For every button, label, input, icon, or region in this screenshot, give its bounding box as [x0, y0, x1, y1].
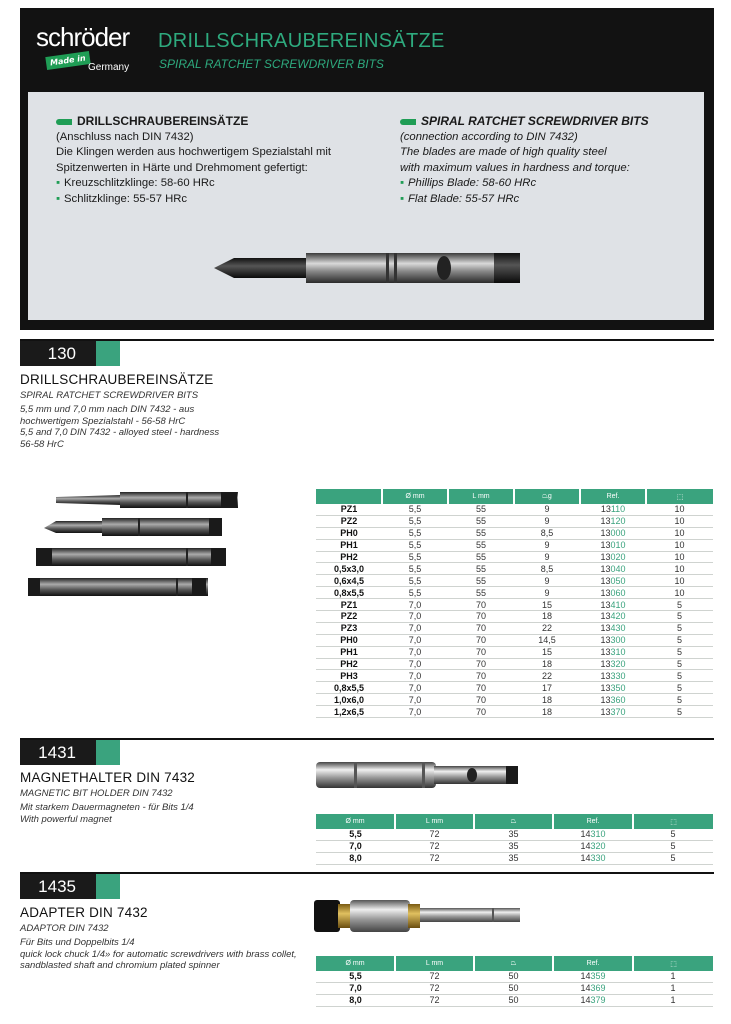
- value-cell: 72: [395, 994, 474, 1006]
- value-cell: 5,5: [382, 575, 448, 587]
- section-subtitle: ADAPTOR DIN 7432: [20, 923, 109, 934]
- label-cell: PZ3: [316, 622, 382, 634]
- weight-icon: ⏢: [510, 959, 517, 967]
- value-cell: 7,0: [382, 694, 448, 706]
- section-description: Für Bits und Doppelbits 1/4 quick lock chuck 1/4» for automatic screwdrivers with brass collet, sandblasted shaft and chromium plated spinner: [20, 937, 297, 971]
- label-cell: 1,0x6,0: [316, 694, 382, 706]
- table-row: [316, 622, 713, 634]
- col-header-weight: ⏢g: [514, 489, 580, 504]
- table-row: [316, 551, 713, 563]
- intro-en-line: The blades are made of high quality steel: [400, 146, 607, 158]
- value-cell: 55: [448, 551, 514, 563]
- label-cell: 8,0: [316, 852, 395, 864]
- ref-cell: 14310: [553, 829, 633, 840]
- table-row: [316, 539, 713, 551]
- magnetic-holder-table: [316, 814, 713, 865]
- value-cell: 18: [514, 611, 580, 623]
- table-row: [316, 706, 713, 718]
- ref-cell: 13110: [580, 504, 646, 515]
- label-cell: 0,8x5,5: [316, 587, 382, 599]
- ref-cell: 13050: [580, 575, 646, 587]
- adapter-table: [316, 956, 713, 1007]
- col-header-diameter: Ø mm: [316, 814, 395, 829]
- label-cell: 0,5x3,0: [316, 563, 382, 575]
- value-cell: 5: [633, 852, 713, 864]
- col-header-length: L mm: [395, 956, 474, 971]
- intro-english: [400, 114, 690, 207]
- ref-cell: 14359: [553, 971, 633, 982]
- value-cell: 7,0: [382, 682, 448, 694]
- value-cell: 1: [633, 971, 713, 982]
- value-cell: 7,0: [382, 670, 448, 682]
- value-cell: 5,5: [382, 539, 448, 551]
- col-header-ref: Ref.: [580, 489, 646, 504]
- value-cell: 5: [646, 622, 713, 634]
- value-cell: 7,0: [382, 634, 448, 646]
- section-accent: [96, 874, 120, 899]
- value-cell: 17: [514, 682, 580, 694]
- label-cell: 1,2x6,5: [316, 706, 382, 718]
- label-cell: PZ1: [316, 504, 382, 515]
- col-header: [316, 489, 382, 504]
- value-cell: 18: [514, 694, 580, 706]
- label-cell: PZ1: [316, 599, 382, 611]
- section-title: ADAPTER DIN 7432: [20, 905, 148, 920]
- table-row: [316, 515, 713, 527]
- intro-en-title: SPIRAL RATCHET SCREWDRIVER BITS: [421, 114, 649, 128]
- table-row: [316, 504, 713, 515]
- table-row: [316, 646, 713, 658]
- value-cell: 8,5: [514, 563, 580, 575]
- value-cell: 10: [646, 539, 713, 551]
- value-cell: 35: [474, 840, 553, 852]
- value-cell: 5,5: [382, 551, 448, 563]
- label-cell: PZ2: [316, 515, 382, 527]
- intro-de-title: DRILLSCHRAUBEREINSÄTZE: [77, 114, 249, 128]
- value-cell: 55: [448, 575, 514, 587]
- bullet-icon: ▪: [400, 192, 405, 205]
- ref-cell: 13040: [580, 563, 646, 575]
- value-cell: 50: [474, 994, 553, 1006]
- table-row: [316, 994, 713, 1006]
- value-cell: 55: [448, 504, 514, 515]
- section-divider: [20, 872, 714, 874]
- intro-de-line: Spitzenwerten in Härte und Drehmoment gefertigt:: [56, 161, 308, 174]
- value-cell: 5,5: [382, 504, 448, 515]
- section-subtitle: SPIRAL RATCHET SCREWDRIVER BITS: [20, 390, 199, 401]
- phillips-bit-image: [214, 248, 520, 288]
- value-cell: 10: [646, 515, 713, 527]
- section-description: 5,5 mm und 7,0 mm nach DIN 7432 - aus hochwertigem Spezialstahl - 56-58 HrC 5,5 and 7,0 DIN 7432 - alloyed steel - hardness 56-58 HrC: [20, 404, 220, 450]
- table-row: [316, 670, 713, 682]
- value-cell: 5: [646, 670, 713, 682]
- value-cell: 5,5: [382, 563, 448, 575]
- value-cell: 70: [448, 622, 514, 634]
- table-row: [316, 634, 713, 646]
- label-cell: PH2: [316, 658, 382, 670]
- value-cell: 70: [448, 694, 514, 706]
- intro-de-bullet: Schlitzklinge: 55-57 HRc: [64, 192, 188, 205]
- weight-icon: ⏢: [542, 492, 548, 500]
- section-title: DRILLSCHRAUBEREINSÄTZE: [20, 372, 214, 387]
- ref-cell: 13000: [580, 527, 646, 539]
- table-row: [316, 982, 713, 994]
- table-row: [316, 694, 713, 706]
- value-cell: 55: [448, 539, 514, 551]
- table-row: [316, 575, 713, 587]
- section-divider: [20, 339, 714, 341]
- brand-name: schröder: [36, 22, 130, 52]
- ref-cell: 14369: [553, 982, 633, 994]
- table-row: [316, 971, 713, 982]
- bullet-icon: ▪: [56, 192, 61, 205]
- table-row: [316, 599, 713, 611]
- value-cell: 5: [633, 829, 713, 840]
- ref-cell: 13010: [580, 539, 646, 551]
- value-cell: 55: [448, 515, 514, 527]
- intro-german: [56, 114, 376, 207]
- table-row: [316, 658, 713, 670]
- value-cell: 10: [646, 563, 713, 575]
- intro-en-bullet: Phillips Blade: 58-60 HRc: [408, 177, 537, 189]
- value-cell: 70: [448, 682, 514, 694]
- label-cell: PH2: [316, 551, 382, 563]
- label-cell: 7,0: [316, 982, 395, 994]
- value-cell: 10: [646, 504, 713, 515]
- value-cell: 50: [474, 982, 553, 994]
- table-row: [316, 829, 713, 840]
- value-cell: 35: [474, 852, 553, 864]
- value-cell: 72: [395, 840, 474, 852]
- label-cell: PH1: [316, 646, 382, 658]
- label-cell: PH1: [316, 539, 382, 551]
- arrow-icon: [400, 119, 416, 125]
- value-cell: 1: [633, 994, 713, 1006]
- ref-cell: 13020: [580, 551, 646, 563]
- col-header-weight: [474, 956, 553, 971]
- value-cell: 5: [646, 706, 713, 718]
- value-cell: 7,0: [382, 706, 448, 718]
- table-row: [316, 611, 713, 623]
- adapter-image: [312, 894, 522, 936]
- intro-en-bullet: Flat Blade: 55-57 HRc: [408, 192, 520, 205]
- value-cell: 7,0: [382, 622, 448, 634]
- ref-cell: 13320: [580, 658, 646, 670]
- intro-en-line: (connection according to DIN 7432): [400, 130, 578, 143]
- value-cell: 70: [448, 658, 514, 670]
- section-title: MAGNETHALTER DIN 7432: [20, 770, 195, 785]
- bullet-icon: ▪: [56, 177, 61, 189]
- label-cell: PH3: [316, 670, 382, 682]
- ref-cell: 14320: [553, 840, 633, 852]
- section-number: 1431: [20, 740, 96, 765]
- ref-cell: 14379: [553, 994, 633, 1006]
- value-cell: 14,5: [514, 634, 580, 646]
- col-header-package: [633, 956, 713, 971]
- intro-de-line: Die Klingen werden aus hochwertigem Spezialstahl mit: [56, 146, 332, 158]
- page-title: DRILLSCHRAUBEREINSÄTZE: [158, 30, 445, 52]
- label-cell: 0,6x4,5: [316, 575, 382, 587]
- value-cell: 5: [646, 611, 713, 623]
- value-cell: 72: [395, 971, 474, 982]
- value-cell: 5: [633, 840, 713, 852]
- value-cell: 22: [514, 670, 580, 682]
- value-cell: 5: [646, 646, 713, 658]
- value-cell: 55: [448, 587, 514, 599]
- ref-cell: 13350: [580, 682, 646, 694]
- ref-cell: 13420: [580, 611, 646, 623]
- value-cell: 9: [514, 551, 580, 563]
- label-cell: 5,5: [316, 829, 395, 840]
- box-icon: ⬚: [670, 960, 677, 968]
- table-row: [316, 852, 713, 864]
- ref-cell: 13370: [580, 706, 646, 718]
- value-cell: 50: [474, 971, 553, 982]
- value-cell: 15: [514, 646, 580, 658]
- value-cell: 5: [646, 599, 713, 611]
- label-cell: PH0: [316, 527, 382, 539]
- value-cell: 8,5: [514, 527, 580, 539]
- section-number: 1435: [20, 874, 96, 899]
- value-cell: 5: [646, 658, 713, 670]
- section-accent: [96, 341, 120, 366]
- value-cell: 70: [448, 599, 514, 611]
- value-cell: 72: [395, 829, 474, 840]
- value-cell: 15: [514, 599, 580, 611]
- value-cell: 55: [448, 527, 514, 539]
- value-cell: 72: [395, 852, 474, 864]
- table-row: [316, 563, 713, 575]
- label-cell: 5,5: [316, 971, 395, 982]
- ref-cell: 13330: [580, 670, 646, 682]
- value-cell: 70: [448, 646, 514, 658]
- box-icon: ⬚: [676, 493, 684, 501]
- bits-image: [26, 488, 246, 606]
- value-cell: 10: [646, 575, 713, 587]
- value-cell: 5: [646, 694, 713, 706]
- ref-cell: 13120: [580, 515, 646, 527]
- value-cell: 9: [514, 575, 580, 587]
- made-in-badge: Made in: [45, 51, 90, 70]
- table-header-row: [316, 814, 713, 829]
- value-cell: 35: [474, 829, 553, 840]
- value-cell: 18: [514, 706, 580, 718]
- section-description: Mit starkem Dauermagneten - für Bits 1/4 With powerful magnet: [20, 802, 194, 825]
- col-header-diameter: Ø mm: [382, 489, 448, 504]
- value-cell: 70: [448, 670, 514, 682]
- table-row: [316, 527, 713, 539]
- table-row: [316, 840, 713, 852]
- value-cell: 7,0: [382, 611, 448, 623]
- brand-logo: [36, 22, 134, 82]
- label-cell: 8,0: [316, 994, 395, 1006]
- label-cell: PH0: [316, 634, 382, 646]
- weight-icon: ⏢: [510, 817, 517, 825]
- value-cell: 9: [514, 587, 580, 599]
- value-cell: 10: [646, 527, 713, 539]
- ref-cell: 13060: [580, 587, 646, 599]
- label-cell: 7,0: [316, 840, 395, 852]
- value-cell: 9: [514, 504, 580, 515]
- col-header-length: L mm: [448, 489, 514, 504]
- value-cell: 22: [514, 622, 580, 634]
- value-cell: 9: [514, 539, 580, 551]
- section-divider: [20, 738, 714, 740]
- ref-cell: 13360: [580, 694, 646, 706]
- label-cell: 0,8x5,5: [316, 682, 382, 694]
- ref-cell: 14330: [553, 852, 633, 864]
- col-header-length: L mm: [395, 814, 474, 829]
- col-header-weight: [474, 814, 553, 829]
- table-header-row: [316, 956, 713, 971]
- brand-country: Germany: [88, 62, 130, 73]
- value-cell: 5,5: [382, 515, 448, 527]
- page-subtitle: SPIRAL RATCHET SCREWDRIVER BITS: [159, 57, 384, 71]
- arrow-icon: [56, 119, 72, 125]
- value-cell: 70: [448, 706, 514, 718]
- table-header-row: [316, 489, 713, 504]
- intro-de-bullet: Kreuzschlitzklinge: 58-60 HRc: [64, 177, 215, 189]
- table-row: [316, 682, 713, 694]
- col-header-package: [633, 814, 713, 829]
- bits-table: [316, 489, 713, 718]
- ref-cell: 13410: [580, 599, 646, 611]
- value-cell: 18: [514, 658, 580, 670]
- bullet-icon: ▪: [400, 177, 405, 189]
- label-cell: PZ2: [316, 611, 382, 623]
- intro-de-line: (Anschluss nach DIN 7432): [56, 130, 194, 143]
- value-cell: 70: [448, 634, 514, 646]
- col-header-package: [646, 489, 713, 504]
- value-cell: 7,0: [382, 646, 448, 658]
- value-cell: 7,0: [382, 658, 448, 670]
- section-number: 130: [20, 341, 96, 366]
- value-cell: 72: [395, 982, 474, 994]
- value-cell: 10: [646, 587, 713, 599]
- ref-cell: 13310: [580, 646, 646, 658]
- ref-cell: 13430: [580, 622, 646, 634]
- col-header-ref: Ref.: [553, 814, 633, 829]
- section-accent: [96, 740, 120, 765]
- intro-panel: [28, 92, 704, 320]
- value-cell: 10: [646, 551, 713, 563]
- magnetic-holder-image: [314, 760, 520, 790]
- value-cell: 70: [448, 611, 514, 623]
- box-icon: ⬚: [670, 818, 677, 826]
- table-row: [316, 587, 713, 599]
- value-cell: 5: [646, 634, 713, 646]
- intro-en-line: with maximum values in hardness and torque:: [400, 161, 630, 174]
- value-cell: 5,5: [382, 527, 448, 539]
- section-subtitle: MAGNETIC BIT HOLDER DIN 7432: [20, 788, 173, 799]
- col-header-diameter: Ø mm: [316, 956, 395, 971]
- value-cell: 55: [448, 563, 514, 575]
- value-cell: 5,5: [382, 587, 448, 599]
- value-cell: 5: [646, 682, 713, 694]
- value-cell: 9: [514, 515, 580, 527]
- value-cell: 1: [633, 982, 713, 994]
- value-cell: 7,0: [382, 599, 448, 611]
- ref-cell: 13300: [580, 634, 646, 646]
- col-header-ref: Ref.: [553, 956, 633, 971]
